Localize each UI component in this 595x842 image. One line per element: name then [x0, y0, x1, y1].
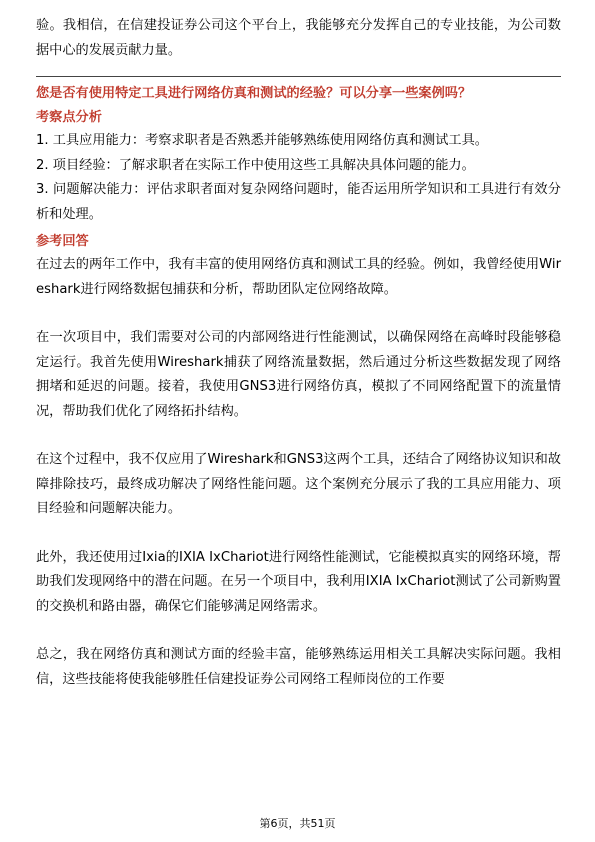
analysis-item: 2. 项目经验：了解求职者在实际工作中使用这些工具解决具体问题的能力。: [36, 157, 475, 173]
answer-heading: 参考回答: [36, 234, 89, 249]
analysis-item: 3. 问题解决能力：评估求职者面对复杂网络问题时，能否运用所学知识和工具进行有效分析和处理。: [36, 182, 561, 222]
document-page: [36, 14, 561, 692]
analysis-item: 1. 工具应用能力：考察求职者是否熟悉并能够熟练使用网络仿真和测试工具。: [36, 133, 488, 148]
answer-paragraph: 总之，我在网络仿真和测试方面的经验丰富，能够熟练运用相关工具解决实际问题。我相信，这些技能将使我能够胜任信建投证券公司网络工程师岗位的工作要: [36, 647, 561, 687]
page-number: 第6页，共51页: [259, 817, 336, 830]
intro-paragraph: 验。我相信，在信建投证券公司这个平台上，我能够充分发挥自己的专业技能，为公司数据中心的发展贡献力量。: [36, 18, 561, 58]
answer-paragraph: 此外，我还使用过Ixia的IXIA IxChariot进行网络性能测试，它能模拟真实的网络环境，帮助我们发现网络中的潜在问题。在另一个项目中，我利用IXIA IxChariot测试了公司新购置的交换机和路由器，确保它们能够满足网络需求。: [36, 549, 561, 614]
answer-paragraph: 在一次项目中，我们需要对公司的内部网络进行性能测试，以确保网络在高峰时段能够稳定运行。我首先使用Wireshark捕获了网络流量数据，然后通过分析这些数据发现了网络拥堵和延迟的问题。接着，我使用GNS3进行网络仿真，模拟了不同网络配置下的流量情况，帮助我们优化了网络拓扑结构。: [36, 330, 561, 419]
question-heading: 您是否有使用特定工具进行网络仿真和测试的经验？可以分享一些案例吗？: [36, 86, 472, 101]
answer-paragraph: 在这个过程中，我不仅应用了Wireshark和GNS3这两个工具，还结合了网络协议知识和故障排除技巧，最终成功解决了网络性能问题。这个案例充分展示了我的工具应用能力、项目经验和问题解决能力。: [36, 452, 561, 516]
answer-paragraph: 在过去的两年工作中，我有丰富的使用网络仿真和测试工具的经验。例如，我曾经使用Wireshark进行网络数据包捕获和分析，帮助团队定位网络故障。: [36, 257, 561, 297]
section-divider: [36, 76, 561, 77]
analysis-heading: 考察点分析: [36, 110, 102, 125]
